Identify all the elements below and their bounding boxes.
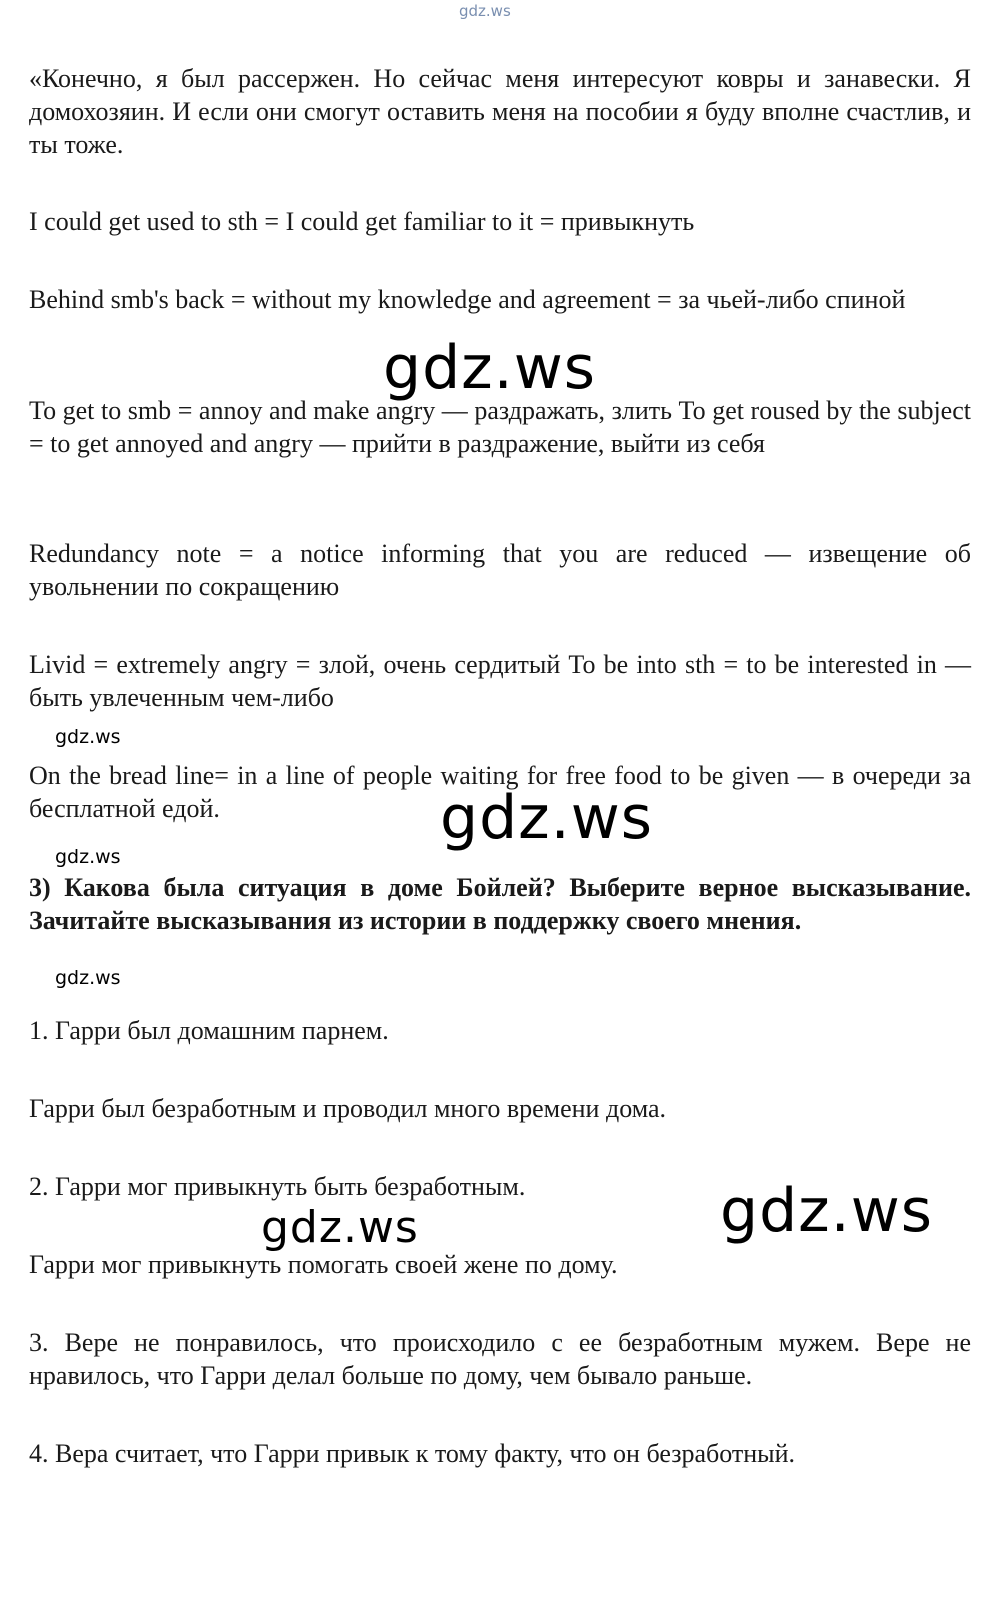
paragraph-bread-line: On the bread line= in a line of people waiting for free food to be given — в очереди за бесплатной едой. bbox=[29, 761, 971, 823]
watermark-small: gdz.ws bbox=[55, 846, 121, 868]
watermark-small: gdz.ws bbox=[55, 967, 121, 989]
paragraph-get-used-to: I could get used to sth = I could get familiar to it = привыкнуть bbox=[29, 207, 695, 236]
paragraph-behind-back: Behind smb's back = without my knowledge and agreement = за чьей-либо спиной bbox=[29, 285, 906, 314]
statement-4: 4. Вера считает, что Гарри привык к тому факту, что он безработный. bbox=[29, 1439, 796, 1468]
paragraph-get-to-smb: To get to smb = annoy and make angry — раздражать, злить To get roused by the subject = to get annoyed and angry — прийти в раздражение, выйти из себя bbox=[29, 396, 971, 458]
watermark-large: gdz.ws bbox=[261, 1202, 419, 1253]
watermark-large: gdz.ws bbox=[440, 783, 654, 853]
statement-1: 1. Гарри был домашним парнем. bbox=[29, 1016, 389, 1045]
paragraph-redundancy-note: Redundancy note = a notice informing that you are reduced — извещение об увольнении по сокращению bbox=[29, 539, 971, 601]
watermark-large: gdz.ws bbox=[383, 333, 597, 403]
paragraph-quote: «Конечно, я был рассержен. Но сейчас меня интересуют ковры и занавески. Я домохозяин. И если они смогут оставить меня на пособии я буду вполне счастлив, и ты тоже. bbox=[29, 64, 971, 159]
paragraph-livid: Livid = extremely angry = злой, очень сердитый To be into sth = to be interested in — быть увлеченным чем-либо bbox=[29, 650, 971, 712]
watermark-large: gdz.ws bbox=[720, 1176, 934, 1246]
statement-2-answer: Гарри мог привыкнуть помогать своей жене по дому. bbox=[29, 1250, 618, 1279]
statement-2: 2. Гарри мог привыкнуть быть безработным. bbox=[29, 1172, 526, 1201]
watermark-small: gdz.ws bbox=[55, 726, 121, 748]
statement-3: 3. Вере не понравилось, что происходило с ее безработным мужем. Вере не нравилось, что Гарри делал больше по дому, чем бывало раньше. bbox=[29, 1328, 971, 1390]
watermark-top: gdz.ws bbox=[459, 2, 511, 20]
task-3-heading: 3) Какова была ситуация в доме Бойлей? Выберите верное высказывание. Зачитайте высказывания из истории в поддержку своего мнения. bbox=[29, 873, 971, 935]
statement-1-answer: Гарри был безработным и проводил много времени дома. bbox=[29, 1094, 667, 1123]
